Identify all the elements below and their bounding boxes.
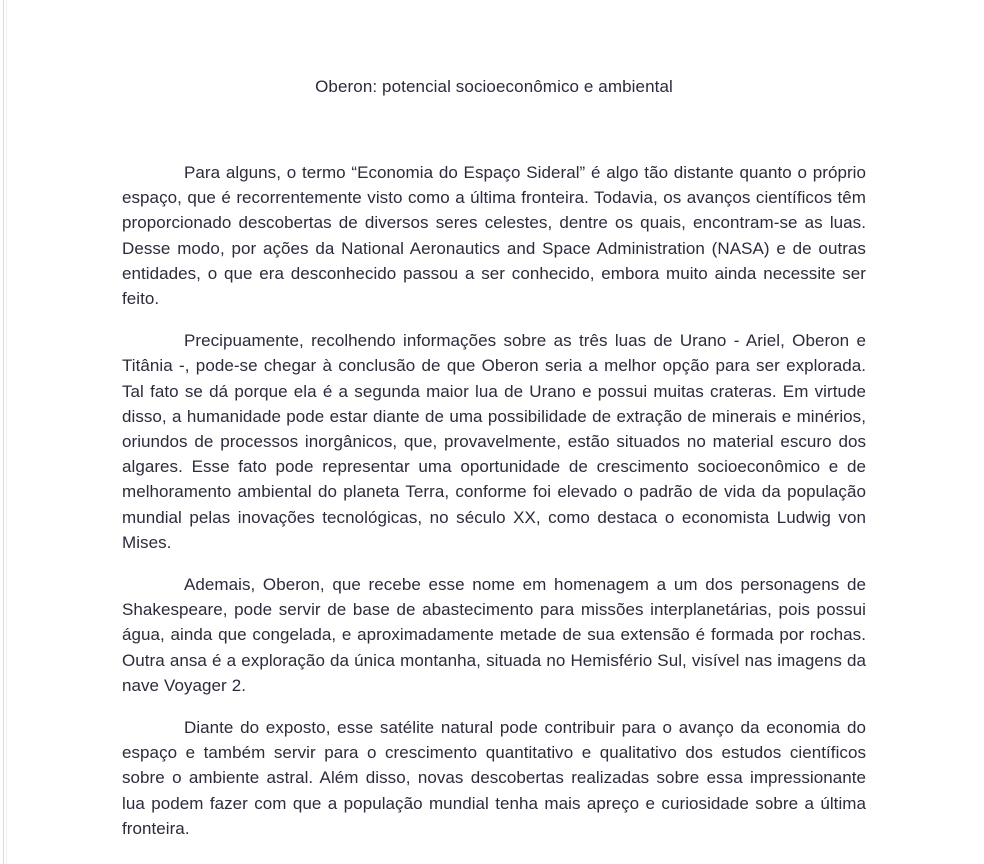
page-left-edge-rule	[3, 0, 4, 864]
document-body	[122, 160, 866, 841]
paragraph: Diante do exposto, esse satélite natural pode contribuir para o avanço da economia do espaço e também servir para o crescimento quantitativo e qualitativo dos estudos científicos sobre o ambiente astral. Além disso, novas descobertas realizadas sobre essa impressionante lua podem fazer com que a população mundial tenha mais apreço e curiosidade sobre a última fronteira.	[122, 718, 866, 838]
paragraph: Ademais, Oberon, que recebe esse nome em homenagem a um dos personagens de Shakespeare, pode servir de base de abastecimento para missões interplanetárias, pois possui água, ainda que congelada, e aproximadamente metade de sua extensão é formada por rochas. Outra ansa é a exploração da única montanha, situada no Hemisfério Sul, visível nas imagens da nave Voyager 2.	[122, 575, 866, 695]
page-title: Oberon: potencial socioeconômico e ambiental	[315, 77, 673, 96]
paragraph: Para alguns, o termo “Economia do Espaço Sideral” é algo tão distante quanto o próprio espaço, que é recorrentemente visto como a última fronteira. Todavia, os avanços científicos têm proporcionado descobertas de diversos seres celestes, dentre os quais, encontram-se as luas. Desse modo, por ações da National Aeronautics and Space Administration (NASA) e de outras entidades, o que era desconhecido passou a ser conhecido, embora muito ainda necessite ser feito.	[122, 163, 866, 309]
paragraph: Precipuamente, recolhendo informações sobre as três luas de Urano - Ariel, Oberon e Titânia -, pode-se chegar à conclusão de que Oberon seria a melhor opção para ser explorada. Tal fato se dá porque ela é a segunda maior lua de Urano e possui muitas crateras. Em virtude disso, a humanidade pode estar diante de uma possibilidade de extração de minerais e minérios, oriundos de processos inorgânicos, que, provavelmente, estão situados no material escuro dos algares. Esse fato pode representar uma oportunidade de crescimento socioeconômico e de melhoramento ambiental do planeta Terra, conforme foi elevado o padrão de vida da população mundial pelas inovações tecnológicas, no século XX, como destaca o economista Ludwig von Mises.	[122, 331, 866, 552]
page-left-edge-rule-secondary	[6, 0, 7, 864]
